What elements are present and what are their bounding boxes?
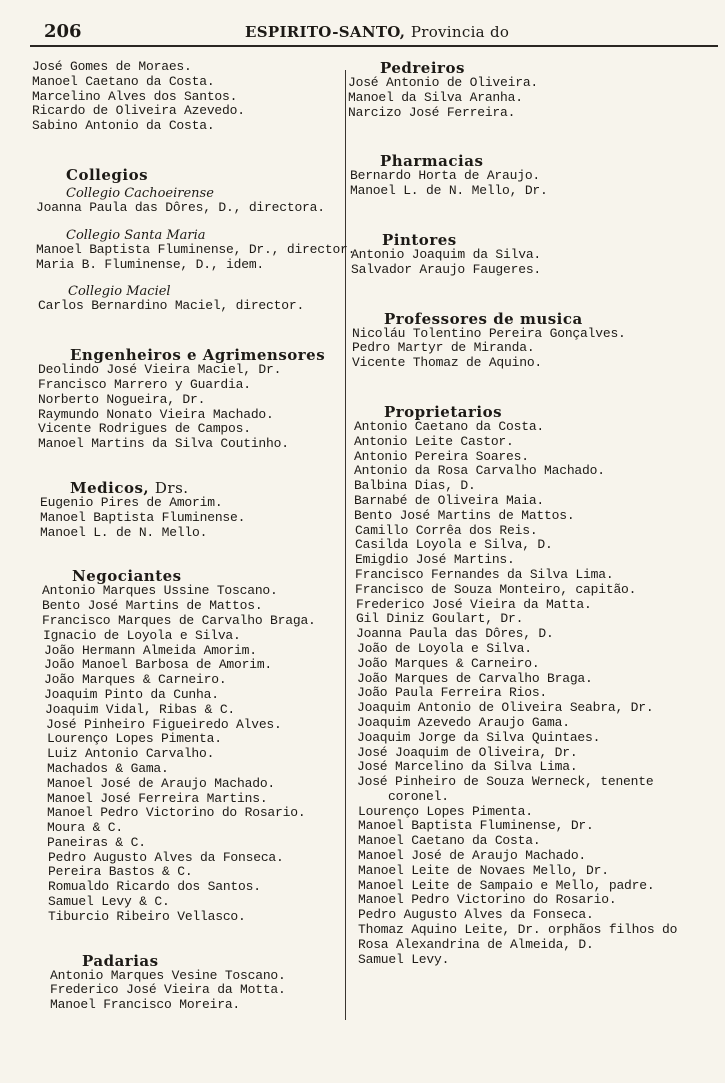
section-professores-musica — [348, 311, 718, 371]
section-padarias — [30, 953, 342, 1013]
list-item: Romualdo Ricardo dos Santos. — [48, 879, 261, 895]
section-engenheiros — [30, 347, 342, 452]
section-medicos — [30, 480, 342, 540]
section-title-suffix: Drs. — [154, 478, 189, 497]
list-item: Francisco Marques de Carvalho Braga. — [42, 612, 316, 628]
list-item: Bento José Martins de Mattos. — [42, 598, 263, 614]
section-title: Pedreiros — [380, 59, 465, 77]
page-header — [30, 21, 710, 45]
running-title-main: ESPIRITO-SANTO, — [245, 23, 406, 41]
list-item: Antonio Caetano da Costa. — [354, 418, 545, 434]
intro-list — [30, 60, 342, 134]
list-item: Joanna Paula das Dôres, D. — [356, 626, 554, 642]
list-item: Machados & Gama. — [47, 760, 169, 776]
section-negociantes — [30, 568, 342, 924]
section-title: Professores de musica — [384, 309, 583, 328]
list-item: Salvador Araujo Faugeres. — [351, 261, 542, 277]
list-item: Eugenio Pires de Amorim. — [40, 494, 223, 510]
list-item: João Paula Ferreira Rios. — [357, 685, 548, 701]
list-item: Emigdio José Martins. — [355, 552, 515, 568]
list-item: Pedro Martyr de Miranda. — [352, 340, 535, 356]
list-item: Moura & C. — [47, 820, 124, 836]
list-item: Manoel José Ferreira Martins. — [47, 790, 268, 806]
list-item: João de Loyola e Silva. — [357, 640, 532, 656]
list-item: Luiz Antonio Carvalho. — [47, 746, 215, 762]
header-rule — [30, 45, 718, 47]
list-item: Antonio Pereira Soares. — [354, 448, 529, 464]
list-item: Pedro Augusto Alves da Fonseca. — [48, 849, 284, 865]
list-item: Francisco de Souza Monteiro, capitão. — [355, 581, 637, 597]
list-item: Paneiras & C. — [47, 834, 146, 850]
list-item: Manoel Baptista Fluminense, Dr., director. — [36, 241, 356, 257]
list-item: Manoel Baptista Fluminense, Dr. — [358, 818, 594, 834]
list-item: Manoel Francisco Moreira. — [50, 997, 241, 1013]
list-item: Manoel Caetano da Costa. — [32, 73, 215, 89]
running-title — [245, 23, 509, 41]
list-item: Joaquim Pinto da Cunha. — [44, 686, 219, 702]
section-pharmacias — [348, 153, 718, 199]
list-item: Frederico José Vieira da Matta. — [356, 596, 592, 612]
section-title — [30, 480, 342, 496]
list-item: Manoel Pedro Victorino do Rosario. — [358, 892, 617, 908]
list-item: Manoel da Silva Aranha. — [348, 89, 523, 105]
list-item: Manoel L. de N. Mello, Dr. — [350, 183, 548, 199]
list-item: Manoel José de Araujo Machado. — [358, 848, 587, 864]
subsection-title: Collegio Cachoeirense — [66, 185, 214, 201]
list-item: Bento José Martins de Mattos. — [354, 507, 575, 523]
list-item: José Joaquim de Oliveira, Dr. — [357, 744, 578, 760]
list-item: Joaquim Jorge da Silva Quintaes. — [357, 729, 601, 745]
list-item: Nicoláu Tolentino Pereira Gonçalves. — [352, 325, 626, 341]
list-item: José Gomes de Moraes. — [32, 59, 192, 74]
list-item: José Pinheiro de Souza Werneck, tenente — [357, 774, 654, 790]
section-title: Pharmacias — [380, 152, 484, 171]
section-title: Proprietarios — [384, 402, 503, 421]
list-item: Gil Diniz Goulart, Dr. — [356, 611, 524, 627]
list-item: Maria B. Fluminense, D., idem. — [36, 256, 265, 272]
list-item: Ricardo de Oliveira Azevedo. — [32, 103, 245, 119]
list-item: Antonio Marques Ussine Toscano. — [42, 583, 278, 599]
list-item: Deolindo José Vieira Maciel, Dr. — [38, 362, 282, 378]
list-item: Frederico José Vieira da Motta. — [50, 982, 286, 998]
list-item: Manoel Leite de Novaes Mello, Dr. — [358, 862, 609, 878]
list-item: Lourenço Lopes Pimenta. — [358, 803, 533, 819]
section-title: Engenheiros e Agrimensores — [70, 346, 326, 365]
list-item: Antonio da Rosa Carvalho Machado. — [354, 463, 605, 479]
section-title-main: Medicos, — [70, 478, 150, 497]
section-title: Pintores — [382, 230, 457, 249]
subsection-title: Collegio Maciel — [68, 284, 171, 300]
section-proprietarios — [348, 404, 718, 967]
list-item: João Hermann Almeida Amorim. — [44, 642, 257, 658]
list-item: Raymundo Nonato Vieira Machado. — [38, 406, 274, 422]
list-item: Joaquim Antonio de Oliveira Seabra, Dr. — [357, 700, 654, 716]
list-item: Balbina Dias, D. — [354, 478, 476, 494]
section-pintores — [348, 232, 718, 278]
list-item: Joanna Paula das Dôres, D., directora. — [36, 199, 325, 215]
list-item: Francisco Fernandes da Silva Lima. — [355, 566, 614, 582]
section-pedreiros — [348, 60, 718, 120]
list-item: Manoel Baptista Fluminense. — [40, 509, 246, 525]
list-item: José Pinheiro Figueiredo Alves. — [46, 716, 282, 732]
list-item: Manoel Caetano da Costa. — [358, 833, 541, 849]
subsection-title: Collegio Santa Maria — [66, 227, 206, 243]
list-item: Antonio Joaquim da Silva. — [351, 246, 542, 262]
section-collegios — [30, 165, 356, 314]
list-item: Marcelino Alves dos Santos. — [32, 88, 238, 104]
list-item: Barnabé de Oliveira Maia. — [354, 492, 545, 508]
list-item: Manoel Pedro Victorino do Rosario. — [47, 805, 306, 821]
running-title-sub: Provincia do — [410, 23, 510, 41]
list-item: Vicente Thomaz de Aquino. — [352, 355, 543, 371]
section-title: Negociantes — [72, 567, 182, 586]
section-title: Padarias — [82, 951, 159, 970]
list-item: Manoel Martins da Silva Coutinho. — [38, 436, 289, 452]
list-item: João Manoel Barbosa de Amorim. — [44, 657, 273, 673]
list-item: José Marcelino da Silva Lima. — [357, 759, 578, 775]
left-column — [30, 59, 356, 1013]
list-item: Samuel Levy & C. — [48, 894, 170, 910]
list-item: Pereira Bastos & C. — [48, 864, 193, 880]
list-item: Sabino Antonio da Costa. — [32, 118, 215, 134]
list-item: Joaquim Azevedo Araujo Gama. — [357, 714, 570, 730]
section-title: Collegios — [66, 165, 149, 184]
list-item: José Antonio de Oliveira. — [348, 75, 539, 90]
list-item: Manoel Leite de Sampaio e Mello, padre. — [358, 877, 655, 893]
list-item: Narcizo José Ferreira. — [348, 104, 516, 120]
list-item: Tiburcio Ribeiro Vellasco. — [48, 908, 246, 924]
list-item: Vicente Rodrigues de Campos. — [38, 421, 251, 437]
list-item: Pedro Augusto Alves da Fonseca. — [358, 907, 594, 923]
list-item: Carlos Bernardino Maciel, director. — [38, 298, 305, 314]
list-item: Camillo Corrêa dos Reis. — [355, 522, 538, 538]
list-item: João Marques & Carneiro. — [44, 672, 227, 688]
list-item: Rosa Alexandrina de Almeida, D. — [358, 936, 594, 952]
list-item-continuation: coronel. — [388, 788, 449, 804]
list-item: Joaquim Vidal, Ribas & C. — [45, 701, 236, 717]
list-item: João Marques & Carneiro. — [357, 655, 540, 671]
list-item: Ignacio de Loyola e Silva. — [43, 627, 241, 643]
list-item: Manoel L. de N. Mello. — [40, 524, 208, 540]
page-number: 206 — [44, 21, 82, 42]
list-item: Francisco Marrero y Guardia. — [38, 376, 251, 392]
list-item: Lourenço Lopes Pimenta. — [47, 731, 222, 747]
list-item: Thomaz Aquino Leite, Dr. orphãos filhos do — [358, 922, 678, 938]
list-item: Samuel Levy. — [358, 951, 450, 967]
column-divider — [345, 70, 346, 1020]
list-item: Antonio Marques Vesine Toscano. — [50, 967, 286, 983]
list-item: Manoel José de Araujo Machado. — [47, 775, 276, 791]
list-item: João Marques de Carvalho Braga. — [357, 670, 593, 686]
list-item: Antonio Leite Castor. — [354, 433, 514, 449]
list-item: Casilda Loyola e Silva, D. — [355, 537, 553, 553]
list-item: Norberto Nogueira, Dr. — [38, 391, 206, 407]
right-column — [348, 60, 718, 967]
list-item: Bernardo Horta de Araujo. — [350, 168, 541, 184]
